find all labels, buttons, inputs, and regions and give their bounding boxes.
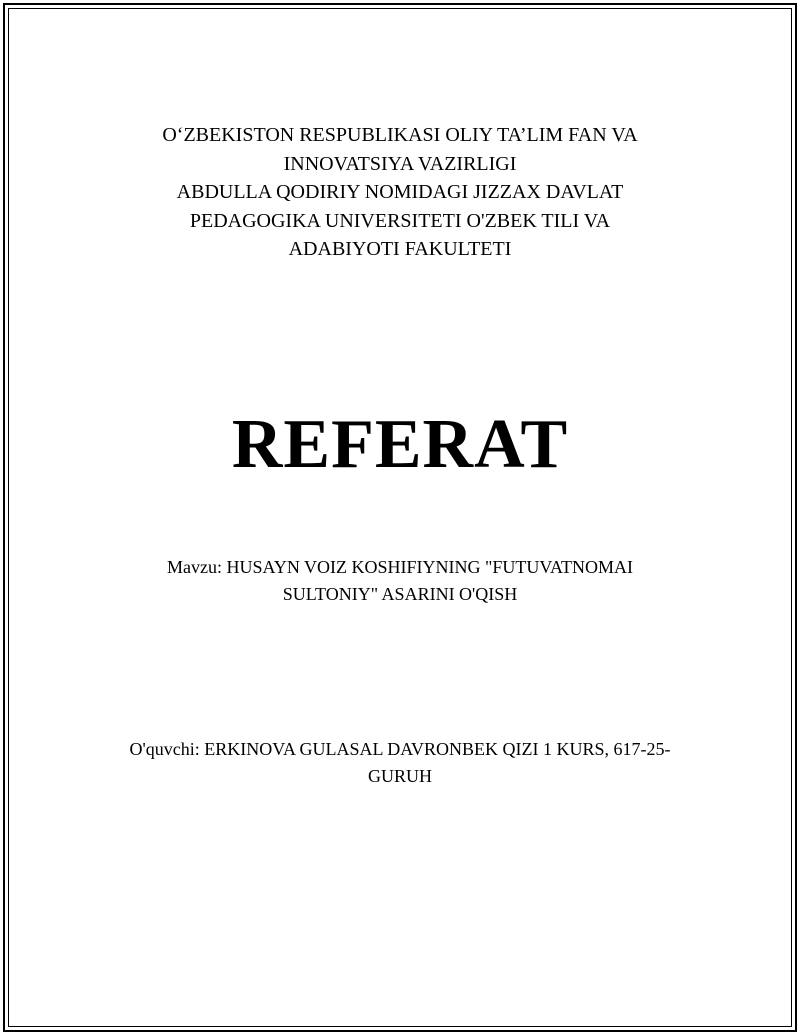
document-title: REFERAT bbox=[231, 406, 569, 483]
student-line: O'quvchi: ERKINOVA GULASAL DAVRONBEK QIZI 1 KURS, 617-25- bbox=[129, 739, 671, 759]
student-line: GURUH bbox=[367, 766, 432, 786]
header-line: INNOVATSIYA VAZIRLIGI bbox=[283, 152, 517, 175]
topic-line: Mavzu: HUSAYN VOIZ KOSHIFIYNING "FUTUVATNOMAI bbox=[166, 557, 634, 577]
header-line: O‘ZBEKISTON RESPUBLIKASI OLIY TA’LIM FAN VA bbox=[162, 124, 638, 146]
institution-header bbox=[60, 121, 740, 264]
topic-line: SULTONIY" ASARINI O'QISH bbox=[282, 584, 518, 604]
student-section bbox=[60, 736, 740, 790]
topic-section bbox=[60, 554, 740, 608]
header-line: ADABIYOTI FAKULTETI bbox=[288, 238, 512, 260]
header-line: PEDAGOGIKA UNIVERSITETI O'ZBEK TILI VA bbox=[189, 209, 611, 232]
header-line: ABDULLA QODIRIY NOMIDAGI JIZZAX DAVLAT bbox=[176, 181, 624, 203]
